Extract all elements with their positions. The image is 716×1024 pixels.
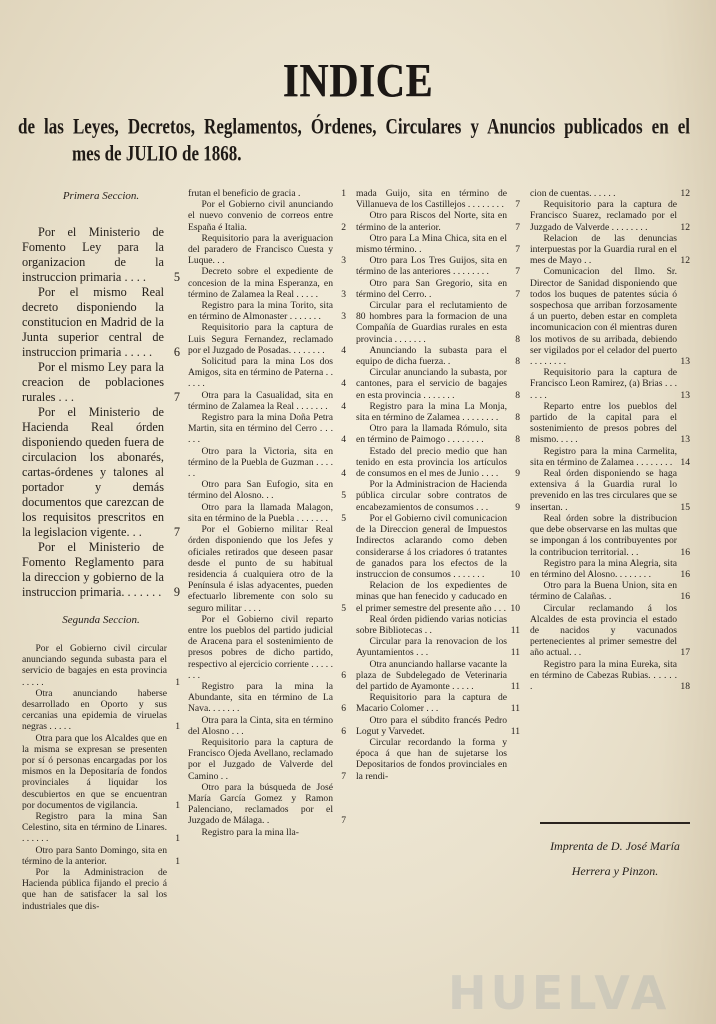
entry-page-number: 6 (341, 725, 346, 737)
entry-text: Circular anunciando la subasta, por cantones, para el servicio de bagajes en esta provincia . . . . . . . (356, 367, 507, 401)
entry-page-number: 1 (175, 799, 180, 811)
entry-text: Anunciando la subasta para el equipo de dicha fuerza. . (356, 344, 507, 368)
entry-text: Registro para la mina la Abundante, sita en término de La Nava. . . . . . . (188, 680, 333, 715)
entry-page-number: 14 (680, 456, 690, 468)
imprint-block (540, 822, 690, 884)
entry-text: Por el mismo Real decreto disponiendo la constitucion en Madrid de la Junta superior central de instruccion primaria . . . . . (22, 285, 164, 359)
entry-text: Por la Administracion de Hacienda pública fijando el precio á que han de satisfacer la sal los industriales que dis- (22, 867, 167, 912)
index-entry (356, 210, 520, 232)
entry-text: Registro para la mina Eureka, sita en término de Cabezas Rubias. . . . . . . (530, 658, 677, 692)
entry-page-number: 4 (341, 400, 346, 412)
entry-page-number: 7 (173, 390, 180, 404)
index-entry (530, 199, 690, 233)
entry-page-number: 9 (515, 501, 520, 513)
entry-page-number: 12 (680, 188, 690, 199)
index-entry (356, 715, 520, 737)
entry-page-number: 11 (510, 647, 520, 659)
index-entry (188, 782, 346, 827)
entry-page-number: 13 (680, 434, 690, 446)
index-entry (22, 688, 180, 733)
index-entry (22, 405, 180, 540)
entry-text: Circular para el reclutamiento de 80 hombres para la formacion de una Compañía de Guardias rurales en esta provincia . . . . . . . (356, 300, 507, 345)
index-column-3 (356, 188, 520, 782)
entry-page-number: 7 (173, 525, 180, 539)
entry-page-number: 17 (680, 647, 690, 659)
index-entry (188, 614, 346, 681)
imprint-line: Imprenta de D. José María (550, 839, 680, 853)
entry-page-number: 16 (680, 568, 690, 580)
index-entry (188, 479, 346, 501)
entry-text: Registro para la mina Carmelita, sita en término de Zalamea . . . . . . . . (530, 445, 677, 468)
entry-page-number: 9 (173, 585, 180, 599)
entry-text: Por el Ministerio de Fomento Reglamento para la direccion y gobierno de la instruccion primaria. . . . . . . (22, 540, 164, 599)
index-entry (530, 659, 690, 693)
index-entry (356, 446, 520, 480)
entry-text: Otra para la Casualidad, sita en término de Zalamea la Real . . . . . . . (188, 389, 333, 412)
index-entry (356, 692, 520, 714)
index-entry (356, 659, 520, 693)
entry-page-number: 6 (341, 669, 346, 681)
entry-page-number: 9 (515, 468, 520, 480)
entry-text: Requisitorio para la averiguacion del paradero de Francisco Cuesta y Luque. . . (188, 232, 333, 267)
index-entry (188, 446, 346, 480)
entry-page-number: 16 (680, 591, 690, 603)
index-entry (188, 502, 346, 524)
index-entry (356, 737, 520, 782)
index-entry (188, 737, 346, 782)
index-entry (356, 614, 520, 636)
index-entry (188, 715, 346, 737)
index-entry (22, 225, 180, 285)
index-title: INDICE (282, 53, 434, 108)
entry-page-number: 18 (680, 680, 690, 692)
entry-page-number: 5 (341, 512, 346, 524)
entry-text: Real órden pidiendo varias noticias sobre Bibliotecas . . (356, 613, 507, 636)
entry-page-number: 4 (341, 344, 346, 356)
entry-page-number: 8 (515, 412, 520, 424)
entry-page-number: 16 (680, 546, 690, 558)
index-entry (530, 446, 690, 468)
entry-text: Otro para la llamada Rómulo, sita en término de Paimogo . . . . . . . . (356, 423, 507, 446)
index-entry (22, 540, 180, 600)
entry-text: Requisitorio para la captura de Macario Colomer . . . (356, 692, 507, 715)
index-entry (530, 513, 690, 558)
entry-page-number: 13 (680, 356, 690, 368)
entry-text: Relacion de los expedientes de minas que han fenecido y caducado en el primer semestre del presente año . . . (356, 580, 507, 614)
entry-text: Otra para la Cinta, sita en término del Alosno . . . (188, 714, 333, 737)
entry-page-number: 7 (515, 221, 520, 233)
entry-text: Circular para la renovacion de los Ayuntamientos . . . (356, 636, 507, 659)
entry-text: Registro para la mina lla- (201, 826, 299, 838)
index-entry (356, 278, 520, 300)
index-entry (356, 423, 520, 445)
entry-page-number: 1 (175, 676, 180, 688)
entry-page-number: 8 (515, 356, 520, 368)
entry-page-number: 7 (341, 815, 346, 827)
index-entry (188, 322, 346, 356)
index-entry (530, 603, 690, 659)
entry-text: Otra anunciando haberse desarrollado en Oporto y sus cercanias una epidemia de viruelas negras . . . . . (22, 687, 167, 733)
entry-text: Registro para la mina La Monja, sita en término de Zalamea . . . . . . . . (356, 400, 507, 424)
entry-text: Otro para la Buena Union, sita en término de Calañas. . (530, 580, 677, 603)
index-entry (22, 360, 180, 405)
index-entry (356, 367, 520, 401)
entry-text: Requisitorio para la captura de Francisco Suarez, reclamado por el Juzgado de Valverde . . . . . . . . (530, 199, 677, 233)
index-entry (530, 558, 690, 580)
entry-text: Por el Ministerio de Fomento Ley para la organizacion de la instruccion primaria . . . . (22, 225, 164, 284)
entry-page-number: 13 (680, 389, 690, 401)
entry-page-number: 12 (680, 255, 690, 267)
entry-text: Por el Gobierno civil reparto entre los pueblos del partido judicial de Aracena para el sostenimiento de presos pobres de dicho partido, respectivo al ejercicio corriente . . . . . . . . (188, 613, 333, 681)
entry-page-number: 11 (510, 680, 520, 692)
index-entry (356, 580, 520, 614)
index-entry (356, 255, 520, 277)
index-entry (188, 524, 346, 614)
index-entry (356, 513, 520, 580)
index-subtitle-line: de las Leyes, Decretos, Reglamentos, Órdenes, Circulares y Anuncios publicados en el (18, 114, 690, 139)
entry-text: Real órden sobre la distribucion que debe observarse en las multas que se impongan á los contribuyentes por la contribucion territorial. . . (530, 512, 677, 558)
entry-page-number: 3 (341, 311, 346, 323)
entry-page-number: 1 (341, 188, 346, 199)
index-entry (188, 199, 346, 233)
index-entry (356, 233, 520, 255)
index-entry (22, 867, 180, 912)
entry-text: Por el Ministerio de Hacienda Real órden disponiendo queden fuera de circulacion los abonarés, cartas-órdenes y talones al portador y demás documentos que carezcan de los requisitos prescritos en la legislacion vigente. . . (22, 405, 164, 539)
index-entry (356, 479, 520, 513)
index-entry (530, 233, 690, 267)
entry-text: mada Guijo, sita en término de Villanueva de los Castillejos . . . . . . . . (356, 188, 507, 211)
entry-text: Por el Gobierno militar Real órden disponiendo que los Jefes y oficiales retirados que deseen pasar desde el punto de su habitual residencia á cualquiera otro de la Península é islas adyacentes, pueden efectuarlo libremente con solo su seguro militar . . . . (188, 524, 333, 614)
entry-page-number: 12 (680, 221, 690, 233)
index-entry (356, 300, 520, 345)
index-entry (530, 266, 690, 367)
entry-page-number: 7 (341, 770, 346, 782)
entry-text: Comunicacion del Ilmo. Sr. Director de Sanidad disponiendo que todos los buques de patentes súcia ó sospechosa que arriban forzosamente á un puerto, deben estar en completa incomunicacion con él mientras duren los motivos de su arribada, debiendo ser vigilados por el celador del puerto . . . . . . . . (530, 266, 677, 368)
entry-text: Otro para la búsqueda de José María García Gomez y Ramon Palenciano, reclamados por el Juzgado de Málaga. . (188, 781, 333, 827)
entry-page-number: 7 (515, 266, 520, 278)
index-entry (22, 811, 180, 845)
entry-page-number: 3 (341, 288, 346, 300)
entry-text: cion de cuentas. . . . . . (530, 188, 616, 199)
entry-text: Por el Gobierno civil circular anunciando segunda subasta para el servicio de bagajes en esta provincia . . . . . (22, 643, 167, 688)
index-entry (356, 636, 520, 658)
index-entry (530, 468, 690, 513)
entry-text: Otra anunciando hallarse vacante la plaza de Subdelegado de Veterinaria del partido de Ayamonte . . . . . (356, 658, 507, 692)
index-entry (188, 300, 346, 322)
entry-text: Por el Gobierno civil comunicacion de la Direccion general de Impuestos Indirectos aclarando como deben considerarse á los criadores ó tratantes de ganados para los efectos de la instruccion de consumos . . . . . . . (356, 512, 507, 580)
entry-text: Otro para San Gregorio, sita en término del Cerro. . (356, 277, 507, 300)
huelva-watermark: HUELVA (448, 966, 671, 1020)
index-column-1 (22, 188, 180, 912)
entry-text: frutan el beneficio de gracia . (188, 188, 301, 199)
index-column-2 (188, 188, 346, 838)
entry-text: Registro para la mina San Celestino, sita en término de Linares. . . . . . . (22, 811, 167, 845)
index-entry (356, 188, 520, 210)
index-entry (188, 233, 346, 267)
entry-page-number: 4 (341, 378, 346, 390)
entry-page-number: 10 (510, 602, 520, 614)
entry-text: Otra para que los Alcaldes que en la misma se expresan se presenten por sí ó personas encargadas por los mismos en la Depositaría de fondos provinciales á liquidar los descubiertos en que se encuentran por documentos de vigilancia. (22, 732, 167, 811)
entry-text: Requisitorio para la captura de Francisco Ojeda Avellano, reclamado por el Juzgado de Valverde del Camino . . (188, 736, 333, 782)
entry-page-number: 4 (341, 434, 346, 446)
entry-text: Reparto entre los pueblos del partido de la capital para el sostenimiento de presos pobres del mismo. . . . . (530, 400, 677, 446)
index-entry (188, 356, 346, 390)
entry-text: Otro para la llamada Malagon, sita en término de la Puebla . . . . . . . (188, 501, 333, 524)
entry-page-number: 5 (341, 490, 346, 502)
imprint-line: Herrera y Pinzon. (571, 864, 659, 878)
entry-text: Estado del precio medio que han tenido en esta provincia los artículos de consumos en el mes de Junio . . . . (356, 445, 507, 480)
entry-text: Otro para San Eufogio, sita en término del Alosno. . . (188, 479, 333, 502)
entry-page-number: 3 (341, 255, 346, 267)
index-subtitle-line: mes de JULIO de 1868. (72, 141, 242, 166)
entry-page-number: 11 (510, 725, 520, 737)
index-entry (356, 401, 520, 423)
index-entry (530, 367, 690, 401)
index-entry (22, 643, 180, 688)
imprint-divider (540, 822, 690, 824)
entry-page-number: 8 (515, 434, 520, 446)
index-entry (188, 681, 346, 715)
entry-page-number: 4 (341, 468, 346, 480)
index-entry (22, 733, 180, 811)
entry-page-number: 15 (680, 501, 690, 513)
entry-page-number: 7 (515, 199, 520, 211)
entry-text: Otro para Riscos del Norte, sita en término de la anterior. (356, 210, 507, 233)
entry-page-number: 1 (175, 833, 180, 845)
index-entry (356, 345, 520, 367)
entry-page-number: 1 (175, 855, 180, 867)
index-entry (188, 266, 346, 300)
entry-text: Otro para Santo Domingo, sita en término de la anterior. (22, 844, 167, 867)
entry-text: Registro para la mina Doña Petra Martin, sita en término del Cerro . . . . . . (188, 412, 333, 446)
entry-page-number: 6 (341, 703, 346, 715)
entry-text: Por el mismo Ley para la creacion de poblaciones rurales . . . (22, 360, 164, 404)
index-entry (22, 845, 180, 867)
index-entry (530, 401, 690, 446)
entry-text: Otro para Los Tres Guijos, sita en término de las anteriores . . . . . . . . (356, 255, 507, 278)
entry-page-number: 5 (341, 602, 346, 614)
entry-text: Decreto sobre el expediente de concesion de la mina Esperanza, en término de Zalamea la Real . . . . . (188, 266, 333, 300)
index-entry (22, 285, 180, 360)
entry-text: Otro para La Mina Chica, sita en el mismo término. . (356, 232, 507, 256)
entry-text: Registro para la mina Alegria, sita en término del Alosno. . . . . . . . (530, 557, 677, 580)
entry-text: Requisitorio para la captura de Francisco Leon Ramirez, (a) Brias . . . . . . . (530, 367, 677, 401)
entry-text: Solicitud para la mina Los dos Amigos, sita en término de Paterna . . . . . . (188, 356, 333, 390)
entry-page-number: 5 (173, 270, 180, 284)
entry-page-number: 8 (515, 333, 520, 345)
entry-text: Circular reclamando á los Alcaldes de esta provincia el estado de nacidos y vacunados pertenecientes al primer semestre del año actual. . . (530, 602, 677, 659)
entry-text: Registro para la mina Torito, sita en término de Almonaster . . . . . . . (188, 300, 333, 323)
entry-page-number: 1 (175, 721, 180, 733)
entry-text: Otro para la Victoria, sita en término de la Puebla de Guzman . . . . . . (188, 445, 333, 480)
index-entry (188, 390, 346, 412)
entry-text: Relacion de las denuncias interpuestas por la Guardia rural en el mes de Mayo . . (530, 232, 677, 267)
entry-page-number: 7 (515, 244, 520, 256)
section-heading: Segunda Seccion. (62, 614, 140, 626)
index-entry (188, 188, 346, 199)
entry-text: Requisitorio para la captura de Luis Segura Fernandez, reclamado por el Juzgado de Posadas. . . . . . . . (188, 322, 333, 356)
entry-page-number: 6 (173, 345, 180, 359)
entry-text: Por la Administracion de Hacienda pública circular sobre contratos de encabezamientos de consumos . . . (356, 479, 507, 513)
entry-text: Por el Gobierno civil anunciando el nuevo convenio de correos entre España é Italia. (188, 199, 333, 233)
index-entry (188, 412, 346, 446)
index-entry (530, 188, 690, 199)
entry-page-number: 7 (515, 288, 520, 300)
index-entry (188, 827, 346, 838)
index-column-4 (530, 188, 690, 692)
index-entry (530, 580, 690, 602)
entry-page-number: 10 (510, 568, 520, 580)
entry-page-number: 11 (510, 703, 520, 715)
entry-page-number: 2 (341, 221, 346, 233)
entry-text: Circular recordando la forma y época á que han de sujetarse los Depositarios de fondos provinciales en la rendi- (356, 736, 507, 782)
entry-page-number: 8 (515, 389, 520, 401)
entry-text: Real órden disponiendo se haga extensiva á la Guardia rural lo prevenido en las tres circulares que se insertan. . (530, 468, 677, 513)
entry-page-number: 11 (510, 624, 520, 636)
entry-text: Otro para el súbdito francés Pedro Logut y Varvedet. (356, 714, 507, 737)
section-heading: Primera Seccion. (62, 190, 140, 202)
